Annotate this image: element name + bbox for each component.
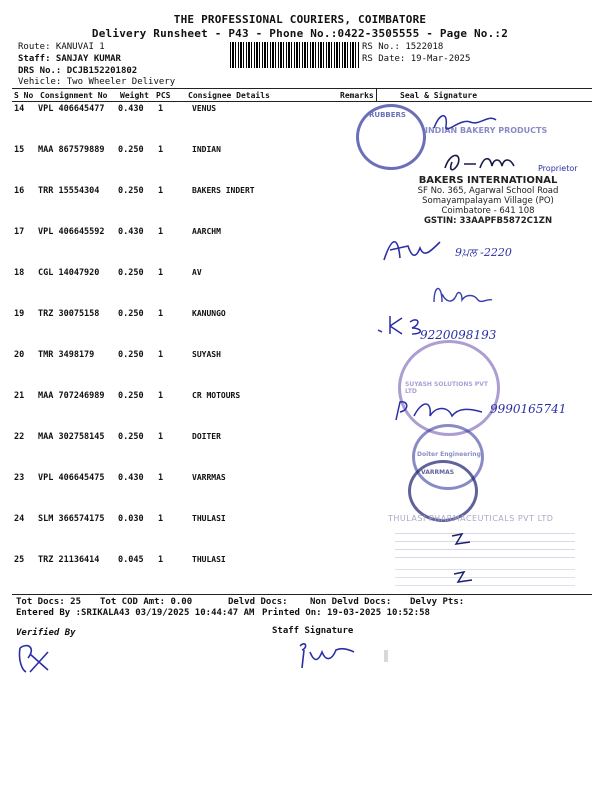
- row-consignment-no: SLM 366574175: [38, 514, 105, 524]
- row-pcs: 1: [158, 391, 164, 401]
- row-weight: 0.430: [118, 473, 144, 483]
- staff-signature-label: Staff Signature: [272, 626, 354, 636]
- row17-handwritten-note: 9ਪ਼ਲ -2220: [455, 246, 512, 259]
- row-sno: 14: [14, 104, 25, 114]
- delivery-points: Delvy Pts:: [410, 597, 465, 607]
- table-row: [0, 309, 600, 349]
- staff-label: Staff: SANJAY KUMAR: [18, 54, 121, 64]
- row-weight: 0.250: [118, 432, 144, 442]
- row-consignee: THULASI: [192, 555, 226, 564]
- row-weight: 0.250: [118, 268, 144, 278]
- row-pcs: 1: [158, 350, 164, 360]
- thulasi-stamp-lines: [395, 526, 575, 560]
- footer-top-rule: [12, 594, 592, 595]
- row-pcs: 1: [158, 555, 164, 565]
- row21-handwritten-note: 9990165741: [490, 402, 567, 416]
- col-pcs: PCS: [156, 91, 171, 100]
- row-pcs: 1: [158, 473, 164, 483]
- row-sno: 22: [14, 432, 25, 442]
- aarchm-signature: [380, 232, 450, 266]
- table-row: [0, 268, 600, 308]
- row-consignee: INDIAN: [192, 145, 221, 154]
- row-sno: 20: [14, 350, 25, 360]
- company-title: THE PROFESSIONAL COURIERS, COIMBATORE: [173, 13, 427, 26]
- row-consignee: THULASI: [192, 514, 226, 523]
- row-consignee: SUYASH: [192, 350, 221, 359]
- thulasi-stamp-lines-2: [395, 562, 575, 592]
- verified-by-label: Verified By: [16, 628, 76, 638]
- table-header-rule: [12, 101, 592, 102]
- delivered-docs: Delvd Docs:: [228, 597, 288, 607]
- non-delivered-docs: Non Delvd Docs:: [310, 597, 392, 607]
- row-consignee: CR MOTOURS: [192, 391, 241, 400]
- row-consignee: AV: [192, 268, 202, 277]
- row-consignment-no: MAA 302758145: [38, 432, 105, 442]
- thulasi-signature-2: [450, 566, 480, 586]
- table-row: [0, 432, 600, 472]
- row-pcs: 1: [158, 514, 164, 524]
- row-consignee: DOITER: [192, 432, 221, 441]
- row-pcs: 1: [158, 186, 164, 196]
- row-pcs: 1: [158, 145, 164, 155]
- row-sno: 17: [14, 227, 25, 237]
- col-seal: Seal & Signature: [400, 91, 478, 100]
- rs-number: RS No.: 1522018: [362, 42, 444, 52]
- route-label: Route: KANUVAI 1: [18, 42, 105, 52]
- proprietor-label: Proprietor: [538, 164, 578, 173]
- row-consignee: VENUS: [192, 104, 217, 113]
- row-consignment-no: TRZ 30075158: [38, 309, 100, 319]
- total-cod: Tot COD Amt: 0.00: [100, 597, 193, 607]
- rs-date: RS Date: 19-Mar-2025: [362, 54, 471, 64]
- varrmas-stamp-seal: VARRMAS: [408, 460, 478, 522]
- col-weight: Weight: [120, 91, 149, 100]
- row-weight: 0.030: [118, 514, 144, 524]
- remarks-divider: [376, 88, 377, 102]
- suyash-stamp-seal: SUYASH SOLUTIONS PVT LTD: [398, 340, 500, 436]
- row-weight: 0.250: [118, 350, 144, 360]
- row-pcs: 1: [158, 432, 164, 442]
- printed-on: Printed On: 19-03-2025 10:52:58: [262, 608, 430, 618]
- row-sno: 16: [14, 186, 25, 196]
- total-docs: Tot Docs: 25: [16, 597, 82, 607]
- row19-handwritten-note: 9220098193: [420, 328, 497, 342]
- col-sno: S No: [14, 91, 34, 100]
- row-sno: 23: [14, 473, 25, 483]
- row-consignee: BAKERS INDERT: [192, 186, 255, 195]
- row-sno: 25: [14, 555, 25, 565]
- table-row: [0, 473, 600, 513]
- thulasi-stamp: THULASI PHARMACEUTICALS PVT LTD: [388, 514, 554, 523]
- row-consignment-no: CGL 14047920: [38, 268, 100, 278]
- row-consignment-no: VPL 406645475: [38, 473, 105, 483]
- row-consignment-no: VPL 406645477: [38, 104, 105, 114]
- row-sno: 15: [14, 145, 25, 155]
- faint-mark: [384, 650, 388, 662]
- doiter-stamp-seal: Doiter Engineering: [412, 424, 484, 490]
- col-consignee: Consignee Details: [188, 91, 270, 100]
- row-pcs: 1: [158, 227, 164, 237]
- row-weight: 0.430: [118, 227, 144, 237]
- bakers-address-stamp: BAKERS INTERNATIONAL SF No. 365, Agarwal School Road Somayampalayam Village (PO) Coimbatore - 641 108 GSTIN: 33AAPFB5872C1ZN: [417, 175, 559, 226]
- row-weight: 0.250: [118, 186, 144, 196]
- row-consignment-no: MAA 707246989: [38, 391, 105, 401]
- staff-signature-mark: [292, 636, 362, 672]
- venus-signature: [430, 108, 500, 138]
- row-sno: 21: [14, 391, 25, 401]
- row-consignment-no: VPL 406645592: [38, 227, 105, 237]
- table-row: [0, 104, 600, 144]
- row-sno: 19: [14, 309, 25, 319]
- row-consignment-no: TMR 3498179: [38, 350, 95, 360]
- table-row: [0, 350, 600, 390]
- table-top-rule: [12, 88, 592, 89]
- row-sno: 24: [14, 514, 25, 524]
- entered-by: Entered By :SRIKALA43 03/19/2025 10:44:47 AM: [16, 608, 255, 618]
- row-pcs: 1: [158, 268, 164, 278]
- row-weight: 0.250: [118, 145, 144, 155]
- col-remarks: Remarks: [340, 91, 374, 100]
- row-consignee: KANUNGO: [192, 309, 226, 318]
- col-consignment: Consignment No: [40, 91, 108, 100]
- row-consignment-no: MAA 867579889: [38, 145, 105, 155]
- rubber-stamp-seal: RUBBERS: [356, 104, 426, 170]
- row-weight: 0.250: [118, 309, 144, 319]
- row-consignment-no: TRZ 21136414: [38, 555, 100, 565]
- row-consignment-no: TRR 15554304: [38, 186, 100, 196]
- row-pcs: 1: [158, 104, 164, 114]
- row-consignee: VARRMAS: [192, 473, 226, 482]
- row-pcs: 1: [158, 309, 164, 319]
- row-consignee: AARCHM: [192, 227, 221, 236]
- indian-signature: [440, 150, 520, 176]
- thulasi-signature-1: [448, 528, 478, 548]
- row-sno: 18: [14, 268, 25, 278]
- row-weight: 0.250: [118, 391, 144, 401]
- verifier-signature: [14, 640, 64, 676]
- drs-label: DRS No.: DCJB152201802: [18, 66, 138, 76]
- vehicle-label: Vehicle: Two Wheeler Delivery: [18, 77, 176, 87]
- cr-motours-signature: [392, 396, 492, 426]
- row-weight: 0.430: [118, 104, 144, 114]
- runsheet-subtitle: Delivery Runsheet - P43 - Phone No.:0422-3505555 - Page No.:2: [91, 27, 509, 40]
- row-weight: 0.045: [118, 555, 144, 565]
- indian-bakery-stamp: INDIAN BAKERY PRODUCTS: [425, 126, 548, 135]
- barcode: [230, 42, 360, 68]
- av-signature: [428, 280, 498, 308]
